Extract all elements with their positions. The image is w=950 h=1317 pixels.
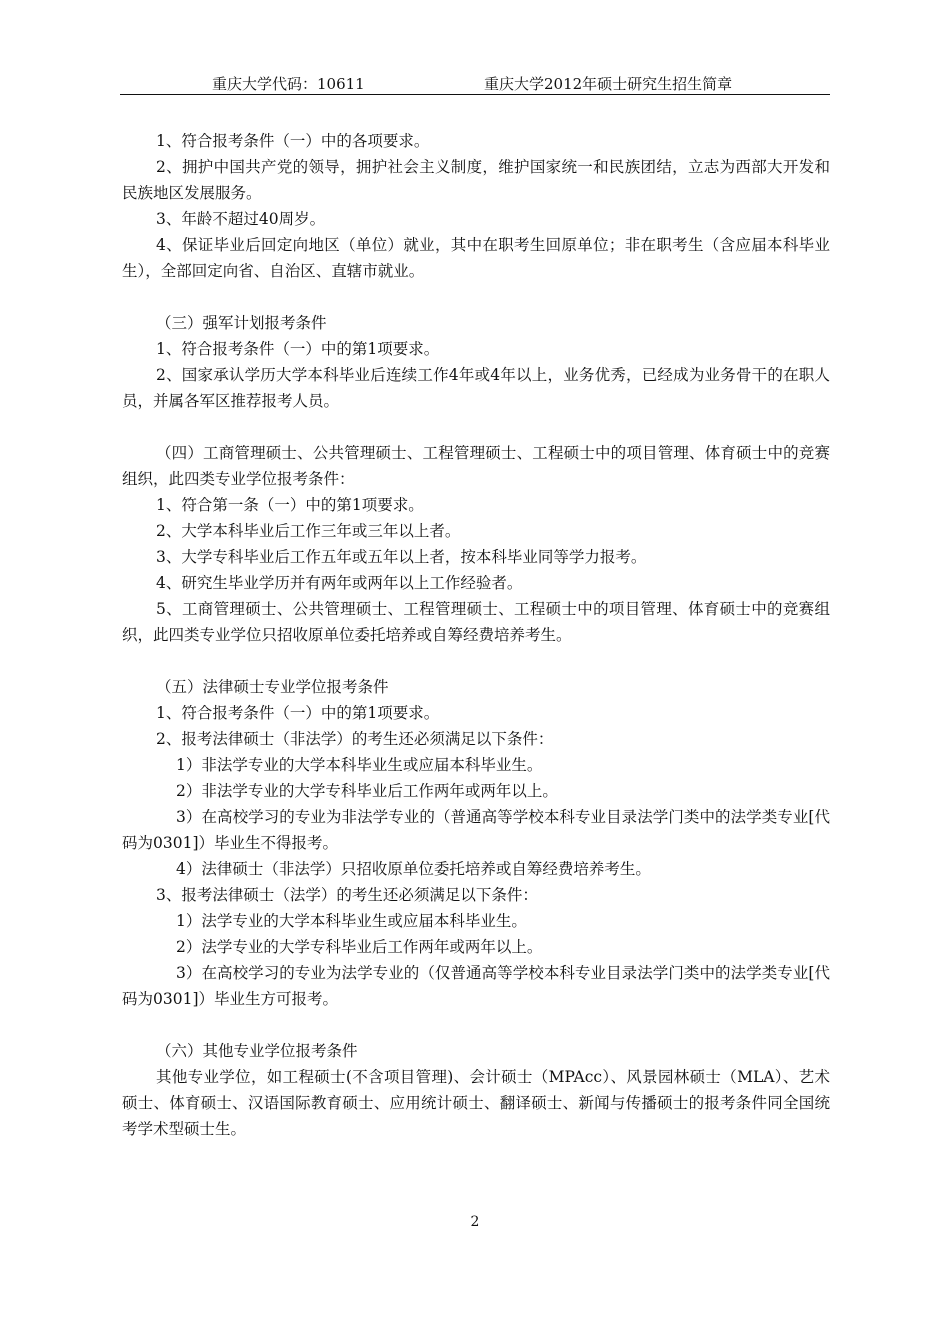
- university-code: 重庆大学代码：10611: [212, 75, 365, 93]
- paragraph: 4、研究生毕业学历并有两年或两年以上工作经验者。: [156, 574, 523, 592]
- sub-item: 2）非法学专业的大学专科毕业后工作两年或两年以上。: [176, 782, 558, 800]
- sub-item: 1）非法学专业的大学本科毕业生或应届本科毕业生。: [176, 756, 543, 774]
- section-heading: （五）法律硕士专业学位报考条件: [156, 678, 389, 696]
- paragraph: 其他专业学位，如工程硕士(不含项目管理)、会计硕士（MPAcc）、风景园林硕士（MLA）、艺术硕士、体育硕士、汉语国际教育硕士、应用统计硕士、翻译硕士、新闻与传播硕士的报考条件同全国统考学术型硕士生。: [122, 1068, 830, 1138]
- paragraph: 1、符合报考条件（一）中的第1项要求。: [156, 704, 440, 722]
- paragraph: 3、报考法律硕士（法学）的考生还必须满足以下条件：: [156, 886, 538, 904]
- section-heading: （三）强军计划报考条件: [156, 314, 327, 332]
- section-gap: [122, 414, 830, 440]
- paragraph: 2、报考法律硕士（非法学）的考生还必须满足以下条件：: [156, 730, 554, 748]
- paragraph: 3、年龄不超过40周岁。: [156, 210, 326, 228]
- sub-item: 3）在高校学习的专业为非法学专业的（普通高等学校本科专业目录法学门类中的法学类专业[代码为0301]）毕业生不得报考。: [122, 808, 830, 852]
- document-body: [122, 128, 830, 1142]
- sub-item: 2）法学专业的大学专科毕业后工作两年或两年以上。: [176, 938, 543, 956]
- paragraph: 1、符合报考条件（一）中的各项要求。: [156, 132, 430, 150]
- paragraph: 4、保证毕业后回定向地区（单位）就业，其中在职考生回原单位；非在职考生（含应届本科毕业生），全部回定向省、自治区、直辖市就业。: [122, 236, 830, 280]
- section-gap: [122, 648, 830, 674]
- page-header: [120, 74, 830, 94]
- paragraph: 1、符合报考条件（一）中的第1项要求。: [156, 340, 440, 358]
- sub-item: 3）在高校学习的专业为法学专业的（仅普通高等学校本科专业目录法学门类中的法学类专业[代码为0301]）毕业生方可报考。: [122, 964, 830, 1008]
- paragraph: 2、大学本科毕业后工作三年或三年以上者。: [156, 522, 461, 540]
- section-gap: [122, 284, 830, 310]
- paragraph: 1、符合第一条（一）中的第1项要求。: [156, 496, 424, 514]
- paragraph: 3、大学专科毕业后工作五年或五年以上者，按本科毕业同等学力报考。: [156, 548, 647, 566]
- header-divider: [120, 94, 830, 95]
- page-number: 2: [470, 1214, 480, 1230]
- section-gap: [122, 1012, 830, 1038]
- paragraph: 2、拥护中国共产党的领导，拥护社会主义制度，维护国家统一和民族团结，立志为西部大开发和民族地区发展服务。: [122, 158, 830, 202]
- paragraph: 5、工商管理硕士、公共管理硕士、工程管理硕士、工程硕士中的项目管理、体育硕士中的竞赛组织，此四类专业学位只招收原单位委托培养或自筹经费培养考生。: [122, 600, 830, 644]
- sub-item: 4）法律硕士（非法学）只招收原单位委托培养或自筹经费培养考生。: [176, 860, 651, 878]
- section-heading: （四）工商管理硕士、公共管理硕士、工程管理硕士、工程硕士中的项目管理、体育硕士中的竞赛组织，此四类专业学位报考条件：: [122, 444, 830, 488]
- section-heading: （六）其他专业学位报考条件: [156, 1042, 358, 1060]
- document-title: 重庆大学2012年硕士研究生招生简章: [484, 75, 733, 93]
- sub-item: 1）法学专业的大学本科毕业生或应届本科毕业生。: [176, 912, 527, 930]
- paragraph: 2、国家承认学历大学本科毕业后连续工作4年或4年以上，业务优秀，已经成为业务骨干的在职人员，并属各军区推荐报考人员。: [122, 366, 830, 410]
